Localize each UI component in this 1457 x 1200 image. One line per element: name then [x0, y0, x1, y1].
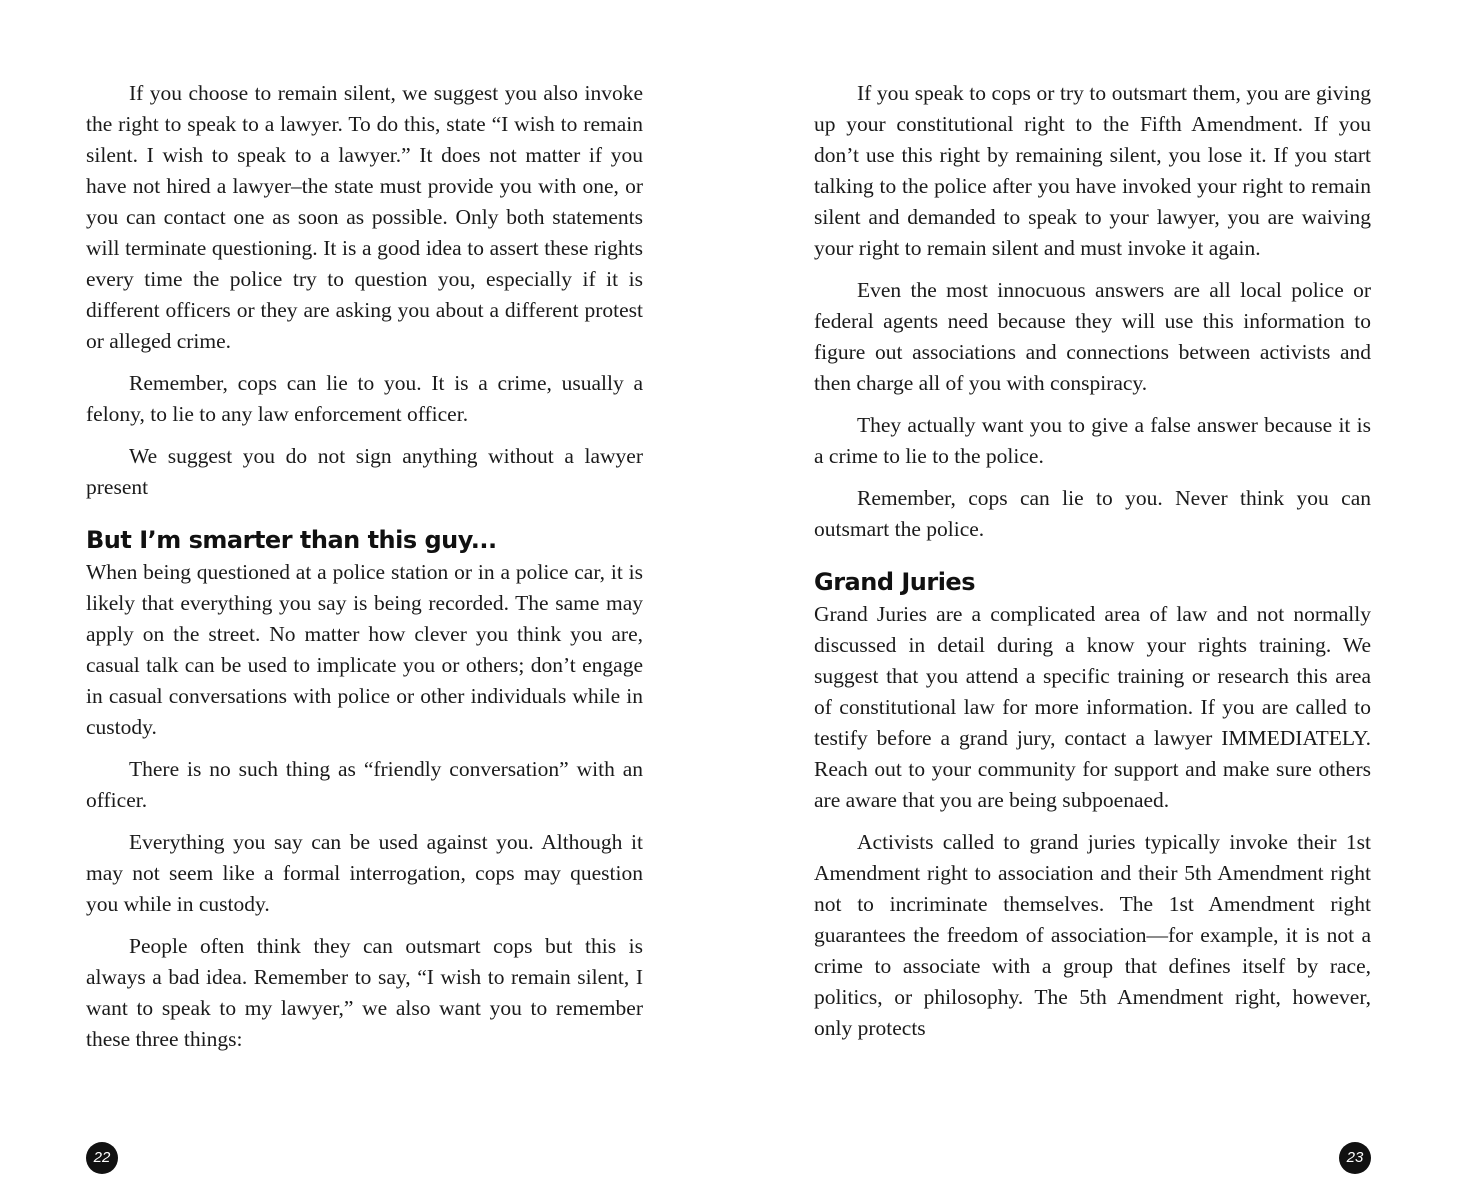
paragraph: There is no such thing as “friendly conversation” with an officer.	[86, 757, 643, 812]
section-heading: Grand Juries	[814, 568, 975, 596]
paragraph: If you speak to cops or try to outsmart them, you are giving up your constitutional right to the Fifth Amendment. If you don’t use this right by remaining silent, you lose it. If you start talking to the police after you have invoked your right to remain silent and demanded to speak to your lawyer, you are waiving your right to remain silent and must invoke it again.	[814, 81, 1371, 260]
left-page	[86, 78, 643, 1066]
paragraph: We suggest you do not sign anything without a lawyer present	[86, 444, 643, 499]
section-heading: But I’m smarter than this guy...	[86, 526, 497, 554]
paragraph: Even the most innocuous answers are all local police or federal agents need because they will use this information to figure out associations and connections between activists and then charge all of you with conspiracy.	[814, 278, 1371, 395]
paragraph: Activists called to grand juries typically invoke their 1st Amendment right to association and their 5th Amendment right not to incriminate themselves. The 1st Amendment right guarantees the freedom of association—for example, it is not a crime to associate with a group that defines itself by race, politics, or philosophy. The 5th Amendment right, however, only protects	[814, 830, 1371, 1040]
right-page	[814, 78, 1371, 1055]
page-number-badge: 22	[86, 1142, 118, 1174]
paragraph: Remember, cops can lie to you. It is a crime, usually a felony, to lie to any law enforcement officer.	[86, 371, 643, 426]
paragraph: They actually want you to give a false answer because it is a crime to lie to the police.	[814, 413, 1371, 468]
paragraph: Grand Juries are a complicated area of law and not normally discussed in detail during a know your rights training. We suggest that you attend a specific training or research this area of constitutional law for more information. If you are called to testify before a grand jury, contact a lawyer IMMEDIATELY. Reach out to your community for support and make sure others are aware that you are being subpoenaed.	[814, 602, 1371, 812]
paragraph: Everything you say can be used against you. Although it may not seem like a formal interrogation, cops may question you while in custody.	[86, 830, 643, 916]
paragraph: When being questioned at a police station or in a police car, it is likely that everything you say is being recorded. The same may apply on the street. No matter how clever you think you are, casual talk can be used to implicate you or others; don’t engage in casual conversations with police or other individuals while in custody.	[86, 560, 643, 739]
paragraph: People often think they can outsmart cops but this is always a bad idea. Remember to say, “I wish to remain silent, I want to speak to my lawyer,” we also want you to remember these three things:	[86, 934, 643, 1051]
page-number-badge: 23	[1339, 1142, 1371, 1174]
paragraph: Remember, cops can lie to you. Never think you can outsmart the police.	[814, 486, 1371, 541]
paragraph: If you choose to remain silent, we suggest you also invoke the right to speak to a lawyer. To do this, state “I wish to remain silent. I wish to speak to a lawyer.” It does not matter if you have not hired a lawyer–the state must provide you with one, or you can contact one as soon as possible. Only both statements will terminate questioning. It is a good idea to assert these rights every time the police try to question you, especially if it is different officers or they are asking you about a different protest or alleged crime.	[86, 81, 643, 353]
